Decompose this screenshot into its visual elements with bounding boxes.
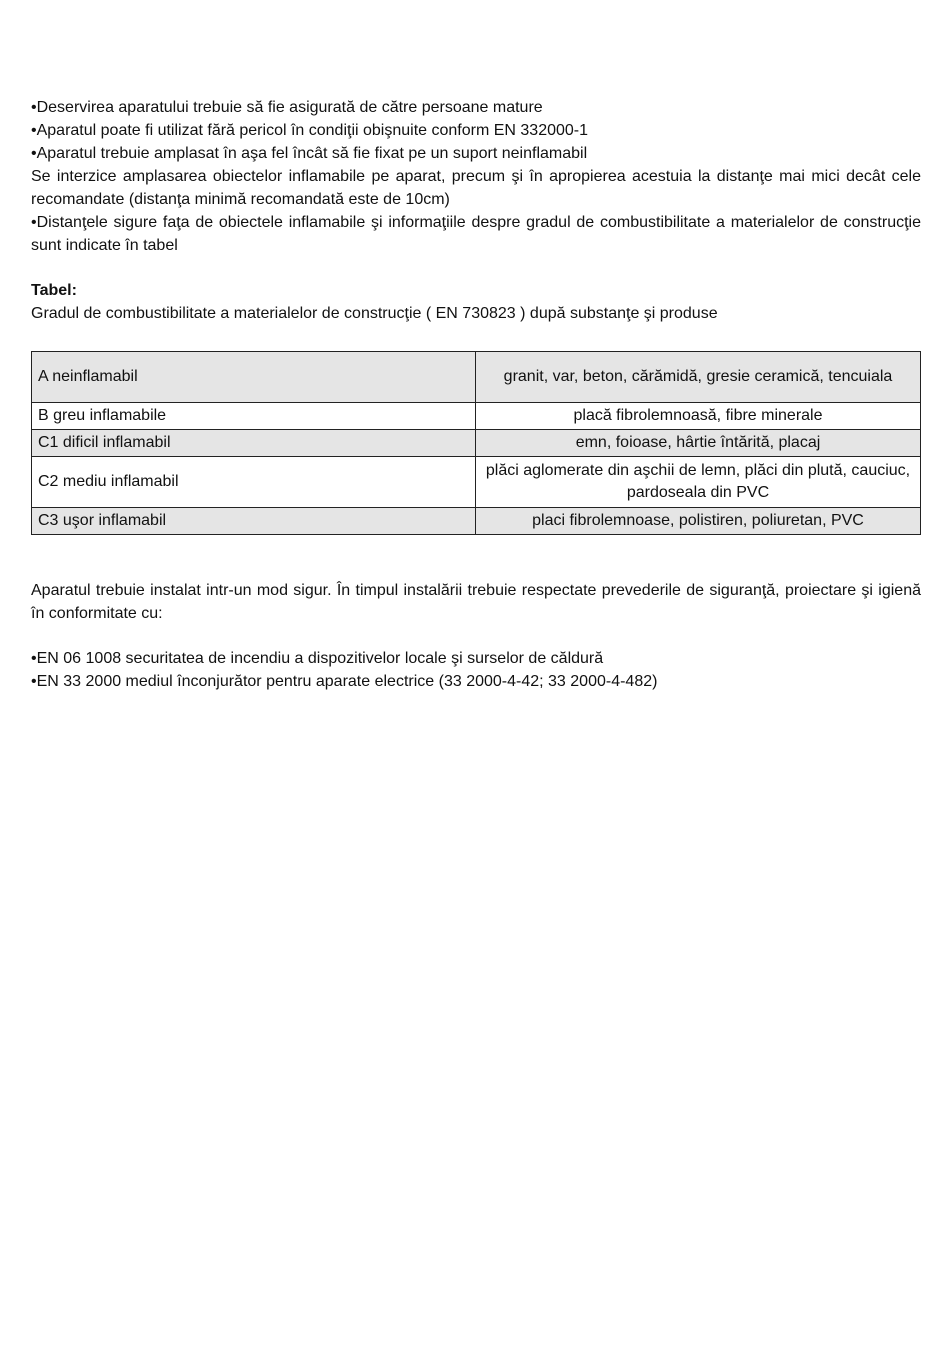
- table-cell-class: C2 mediu inflamabil: [32, 457, 476, 508]
- spacer: [31, 257, 921, 279]
- table-cell-materials: emn, foioase, hârtie întărită, placaj: [476, 430, 921, 457]
- table-cell-class: C1 dificil inflamabil: [32, 430, 476, 457]
- table-cell-class: B greu inflamabile: [32, 403, 476, 430]
- table-cell-materials: plăci aglomerate din aşchii de lemn, plăci din plută, cauciuc, pardoseala din PVC: [476, 457, 921, 508]
- table-cell-class: A neinflamabil: [32, 352, 476, 403]
- table-cell-materials: placă fibrolemnoasă, fibre minerale: [476, 403, 921, 430]
- standard-line-electrical: •EN 33 2000 mediul înconjurător pentru aparate electrice (33 2000-4-42; 33 2000-4-482): [31, 673, 658, 690]
- table-row: [32, 352, 921, 403]
- table-row: [32, 457, 921, 508]
- installation-section: [31, 579, 921, 693]
- intro-line-mounting: •Aparatul trebuie amplasat în aşa fel încât să fie fixat pe un suport neinflamabil: [31, 145, 588, 162]
- intro-paragraph-safe-distances: •Distanţele sigure faţa de obiectele inflamabile şi informaţiile despre gradul de combustibilitate a materialelor de construcţie sunt indicate în tabel: [31, 214, 921, 254]
- intro-line-mature-operators: •Deservirea aparatului trebuie să fie asigurată de către persoane mature: [31, 99, 543, 116]
- combustibility-table: [31, 351, 921, 535]
- table-row: [32, 430, 921, 457]
- spacer: [31, 625, 921, 647]
- table-row: [32, 403, 921, 430]
- table-cell-materials: placi fibrolemnoase, polistiren, poliuretan, PVC: [476, 508, 921, 535]
- document-page: [31, 96, 921, 693]
- table-heading: Tabel:: [31, 282, 77, 299]
- table-cell-materials: granit, var, beton, cărămidă, gresie ceramică, tencuiala: [476, 352, 921, 403]
- table-caption: Gradul de combustibilitate a materialelor de construcţie ( EN 730823 ) după substanţe şi produse: [31, 305, 718, 322]
- table-row: [32, 508, 921, 535]
- table-cell-class: C3 uşor inflamabil: [32, 508, 476, 535]
- intro-paragraph-distance: Se interzice amplasarea obiectelor inflamabile pe aparat, precum şi în apropierea acestuia la distanţe mai mici decât cele recomandate (distanţa minimă recomandată este de 10cm): [31, 168, 921, 208]
- intro-line-safe-use: •Aparatul poate fi utilizat fără pericol în condiţii obişnuite conform EN 332000-1: [31, 122, 589, 139]
- installation-paragraph: Aparatul trebuie instalat intr-un mod sigur. În timpul instalării trebuie respectate prevederile de siguranţă, proiectare şi igienă în conformitate cu:: [31, 582, 921, 622]
- standard-line-fire-safety: •EN 06 1008 securitatea de incendiu a dispozitivelor locale şi surselor de căldură: [31, 650, 604, 667]
